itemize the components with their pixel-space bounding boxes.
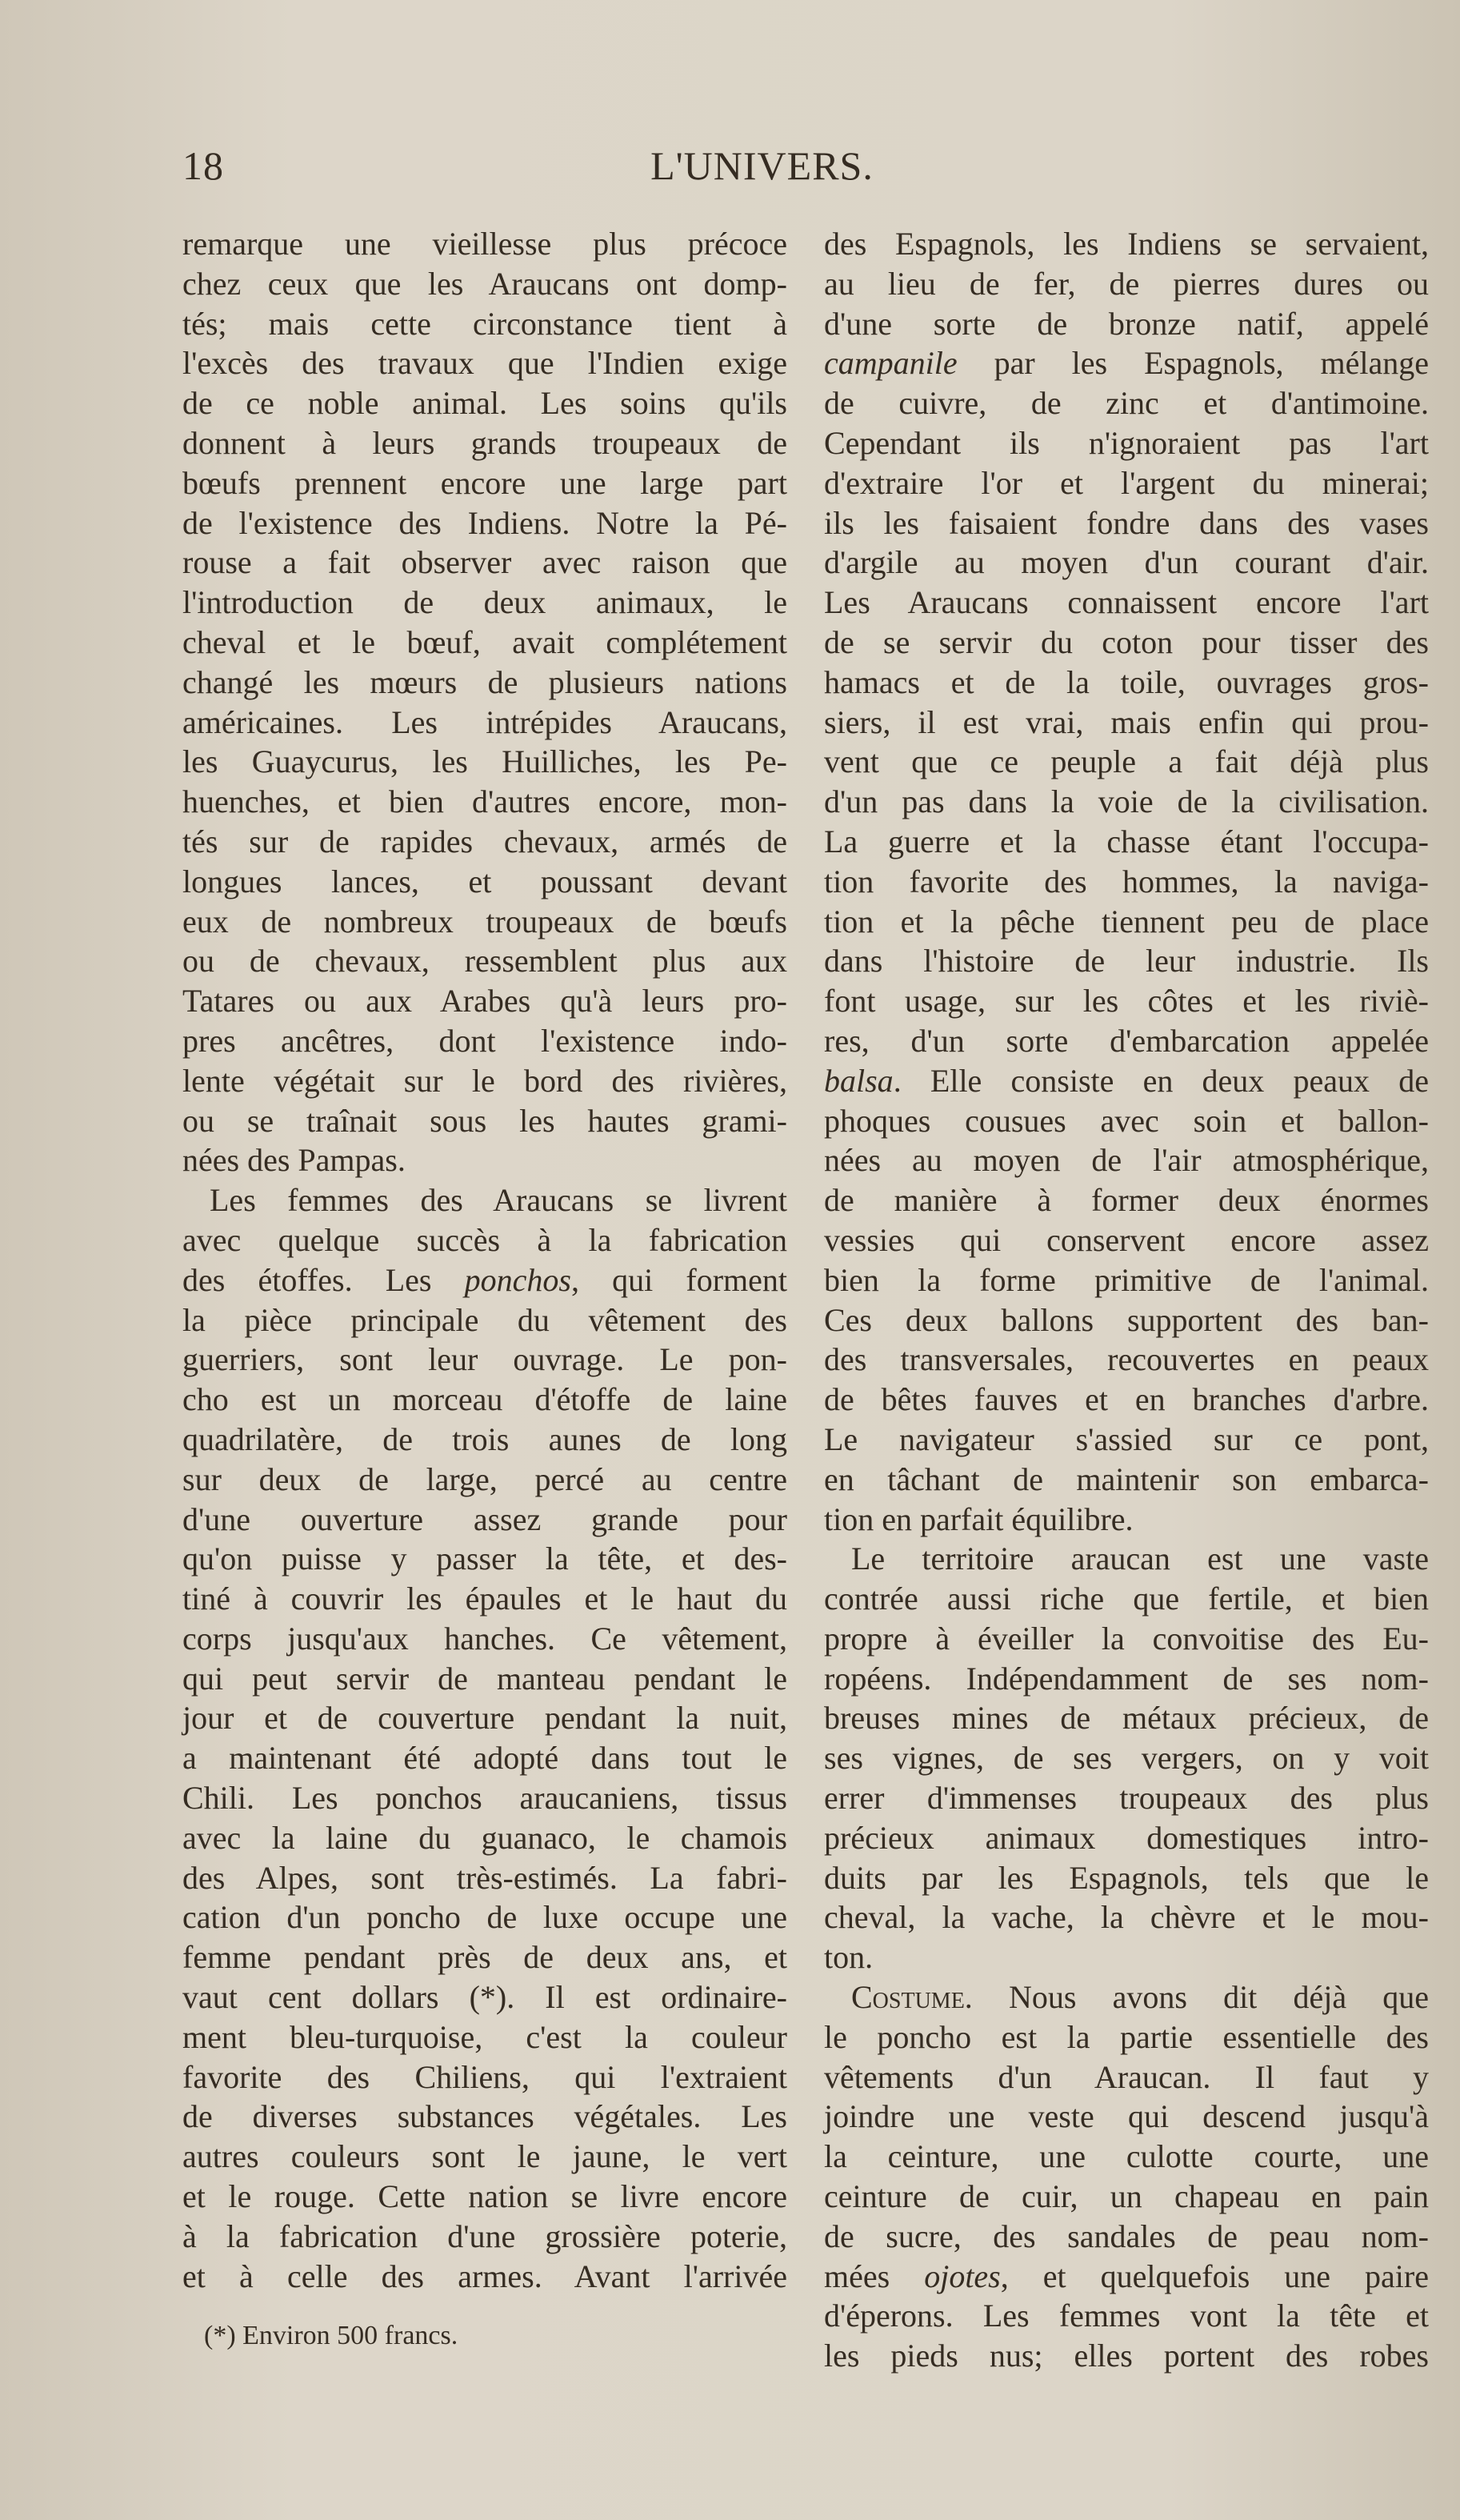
text-line	[824, 2257, 1429, 2297]
text-line: errer d'immenses troupeaux des plus	[824, 1780, 1429, 1817]
text-line: propre à éveiller la convoitise des Eu-	[824, 1620, 1429, 1657]
text-line: de diverses substances végétales. Les	[182, 2098, 787, 2135]
text-line: cho est un morceau d'étoffe de laine	[182, 1381, 787, 1418]
text-line	[824, 343, 1429, 383]
italic-term: ponchos	[464, 1261, 571, 1298]
text-line: vêtements d'un Araucan. Il faut y	[824, 2058, 1429, 2095]
text-line: des Alpes, sont très-estimés. La fabri-	[182, 1859, 787, 1896]
text-line: l'introduction de deux animaux, le	[182, 584, 787, 621]
text-line: corps jusqu'aux hanches. Ce vêtement,	[182, 1620, 787, 1657]
text-line: d'une sorte de bronze natif, appelé	[824, 305, 1429, 342]
text-line: précieux animaux domestiques intro-	[824, 1819, 1429, 1856]
text-line: d'éperons. Les femmes vont la tête et	[824, 2298, 1429, 2334]
text-line: res, d'un sorte d'embarcation appelée	[824, 1022, 1429, 1059]
text-line: contrée aussi riche que fertile, et bien	[824, 1581, 1429, 1617]
text-line: donnent à leurs grands troupeaux de	[182, 424, 787, 461]
text-line: ou de chevaux, ressemblent plus aux	[182, 943, 787, 980]
text-line: cation d'un poncho de luxe occupe une	[182, 1899, 787, 1936]
text-line: chez ceux que les Araucans ont domp-	[182, 265, 787, 302]
right-column	[824, 224, 1429, 2376]
text-line: cheval, la vache, la chèvre et le mou-	[824, 1899, 1429, 1936]
text-line: hamacs et de la toile, ouvrages gros-	[824, 663, 1429, 700]
text-line: dans l'histoire de leur industrie. Ils	[824, 943, 1429, 980]
text-segment: par les Espagnols, mélange	[957, 345, 1429, 382]
text-line: les pieds nus; elles portent des robes	[824, 2338, 1429, 2374]
text-segment: , qui forment	[570, 1261, 788, 1298]
text-line: joindre une veste qui descend jusqu'à	[824, 2098, 1429, 2135]
text-line: ses vignes, de ses vergers, on y voit	[824, 1740, 1429, 1777]
text-line: Chili. Les ponchos araucaniens, tissus	[182, 1780, 787, 1817]
text-line: phoques cousues avec soin et ballon-	[824, 1102, 1429, 1139]
text-line: remarque une vieillesse plus précoce	[182, 226, 787, 262]
text-line: ment bleu-turquoise, c'est la couleur	[182, 2018, 787, 2055]
text-line: jour et de couverture pendant la nuit,	[182, 1700, 787, 1737]
text-line: à la fabrication d'une grossière poterie,	[182, 2218, 787, 2254]
text-line: qu'on puisse y passer la tête, et des-	[182, 1540, 787, 1577]
text-line: des transversales, recouvertes en peaux	[824, 1341, 1429, 1378]
text-line: siers, il est vrai, mais enfin qui prou-	[824, 703, 1429, 740]
text-line: de manière à former deux énormes	[824, 1182, 1429, 1219]
text-line: de l'existence des Indiens. Notre la Pé-	[182, 504, 787, 541]
page-number: 18	[182, 143, 224, 188]
text-line: américaines. Les intrépides Araucans,	[182, 703, 787, 740]
text-line: la ceinture, une culotte courte, une	[824, 2138, 1429, 2175]
text-line: Les Araucans connaissent encore l'art	[824, 584, 1429, 621]
text-line: a maintenant été adopté dans tout le	[182, 1740, 787, 1777]
text-line: Le navigateur s'assied sur ce pont,	[824, 1420, 1429, 1457]
text-line: vaut cent dollars (*). Il est ordinaire-	[182, 1979, 787, 2016]
text-line: autres couleurs sont le jaune, le vert	[182, 2138, 787, 2175]
text-line: ils les faisaient fondre dans des vases	[824, 504, 1429, 541]
text-line: font usage, sur les côtes et les riviè-	[824, 983, 1429, 1020]
text-line: d'une ouverture assez grande pour	[182, 1500, 787, 1537]
text-line: tion en parfait équilibre.	[824, 1500, 1134, 1537]
text-line: nées des Pampas.	[182, 1142, 406, 1179]
footnote: (*) Environ 500 francs.	[204, 2321, 458, 2350]
text-line: tés; mais cette circonstance tient à	[182, 305, 787, 342]
text-line: sur deux de large, percé au centre	[182, 1460, 787, 1497]
text-line: des Espagnols, les Indiens se servaient,	[824, 226, 1429, 262]
running-title: L'UNIVERS.	[650, 143, 874, 188]
text-line: vent que ce peuple a fait déjà plus	[824, 743, 1429, 780]
text-line: pres ancêtres, dont l'existence indo-	[182, 1022, 787, 1059]
text-line	[182, 1260, 787, 1300]
text-line: avec la laine du guanaco, le chamois	[182, 1819, 787, 1856]
text-line: cheval et le bœuf, avait complétement	[182, 623, 787, 660]
text-line: Le territoire araucan est une vaste	[851, 1540, 1429, 1577]
text-line: tiné à couvrir les épaules et le haut du	[182, 1581, 787, 1617]
text-line: changé les mœurs de plusieurs nations	[182, 663, 787, 700]
text-line: d'extraire l'or et l'argent du minerai;	[824, 464, 1429, 501]
section-heading: Costume	[851, 1979, 965, 2016]
text-line: quadrilatère, de trois aunes de long	[182, 1420, 787, 1457]
text-line: Les femmes des Araucans se livrent	[210, 1182, 787, 1219]
text-line: qui peut servir de manteau pendant le	[182, 1660, 787, 1697]
text-line: bien la forme primitive de l'animal.	[824, 1261, 1429, 1298]
text-line: de cuivre, de zinc et d'antimoine.	[824, 385, 1429, 422]
text-line: ton.	[824, 1939, 874, 1976]
text-segment: . Elle consiste en deux peaux de	[893, 1062, 1429, 1099]
text-line: rouse a fait observer avec raison que	[182, 544, 787, 581]
text-segment: . Nous avons dit déjà que	[964, 1979, 1429, 2016]
text-line: Tatares ou aux Arabes qu'à leurs pro-	[182, 983, 787, 1020]
text-line: le poncho est la partie essentielle des	[824, 2018, 1429, 2055]
text-line: de ce noble animal. Les soins qu'ils	[182, 385, 787, 422]
text-line: Cependant ils n'ignoraient pas l'art	[824, 424, 1429, 461]
text-line: ropéens. Indépendamment de ses nom-	[824, 1660, 1429, 1697]
text-line: de se servir du coton pour tisser des	[824, 623, 1429, 660]
italic-term: ojotes	[924, 2258, 1001, 2294]
text-line: tion favorite des hommes, la naviga-	[824, 863, 1429, 899]
text-line	[824, 1061, 1429, 1101]
text-line: La guerre et la chasse étant l'occupa-	[824, 823, 1429, 859]
left-column	[182, 224, 787, 2296]
text-line: en tâchant de maintenir son embarca-	[824, 1460, 1429, 1497]
text-line: d'argile au moyen d'un courant d'air.	[824, 544, 1429, 581]
text-line: lente végétait sur le bord des rivières,	[182, 1062, 787, 1099]
text-line: de sucre, des sandales de peau nom-	[824, 2218, 1429, 2254]
text-line: ou se traînait sous les hautes grami-	[182, 1102, 787, 1139]
text-line: tion et la pêche tiennent peu de place	[824, 903, 1429, 939]
text-line: la pièce principale du vêtement des	[182, 1301, 787, 1338]
text-line: bœufs prennent encore une large part	[182, 464, 787, 501]
text-line: avec quelque succès à la fabrication	[182, 1221, 787, 1258]
text-line: nées au moyen de l'air atmosphérique,	[824, 1142, 1429, 1179]
text-line: ceinture de cuir, un chapeau en pain	[824, 2178, 1429, 2215]
text-line: les Guaycurus, les Huilliches, les Pe-	[182, 743, 787, 780]
text-line: eux de nombreux troupeaux de bœufs	[182, 903, 787, 939]
text-line: de bêtes fauves et en branches d'arbre.	[824, 1381, 1429, 1418]
text-line: femme pendant près de deux ans, et	[182, 1939, 787, 1976]
text-line: l'excès des travaux que l'Indien exige	[182, 345, 787, 382]
text-line	[824, 1977, 1429, 2017]
text-line: au lieu de fer, de pierres dures ou	[824, 265, 1429, 302]
text-segment: mées	[824, 2258, 925, 2294]
text-line: vessies qui conservent encore assez	[824, 1221, 1429, 1258]
text-line: favorite des Chiliens, qui l'extraient	[182, 2058, 787, 2095]
text-line: et le rouge. Cette nation se livre encore	[182, 2178, 787, 2215]
text-segment: , et quelquefois une paire	[1000, 2258, 1429, 2294]
text-line: huenches, et bien d'autres encore, mon-	[182, 783, 787, 820]
text-line: tés sur de rapides chevaux, armés de	[182, 823, 787, 859]
text-line: duits par les Espagnols, tels que le	[824, 1859, 1429, 1896]
text-line: et à celle des armes. Avant l'arrivée	[182, 2258, 787, 2294]
text-line: Ces deux ballons supportent des ban-	[824, 1301, 1429, 1338]
text-segment: des étoffes. Les	[182, 1261, 465, 1298]
text-line: guerriers, sont leur ouvrage. Le pon-	[182, 1341, 787, 1378]
text-line: breuses mines de métaux précieux, de	[824, 1700, 1429, 1737]
text-line: longues lances, et poussant devant	[182, 863, 787, 899]
text-line: d'un pas dans la voie de la civilisation.	[824, 783, 1429, 820]
italic-term: balsa	[824, 1062, 894, 1099]
italic-term: campanile	[824, 345, 958, 382]
